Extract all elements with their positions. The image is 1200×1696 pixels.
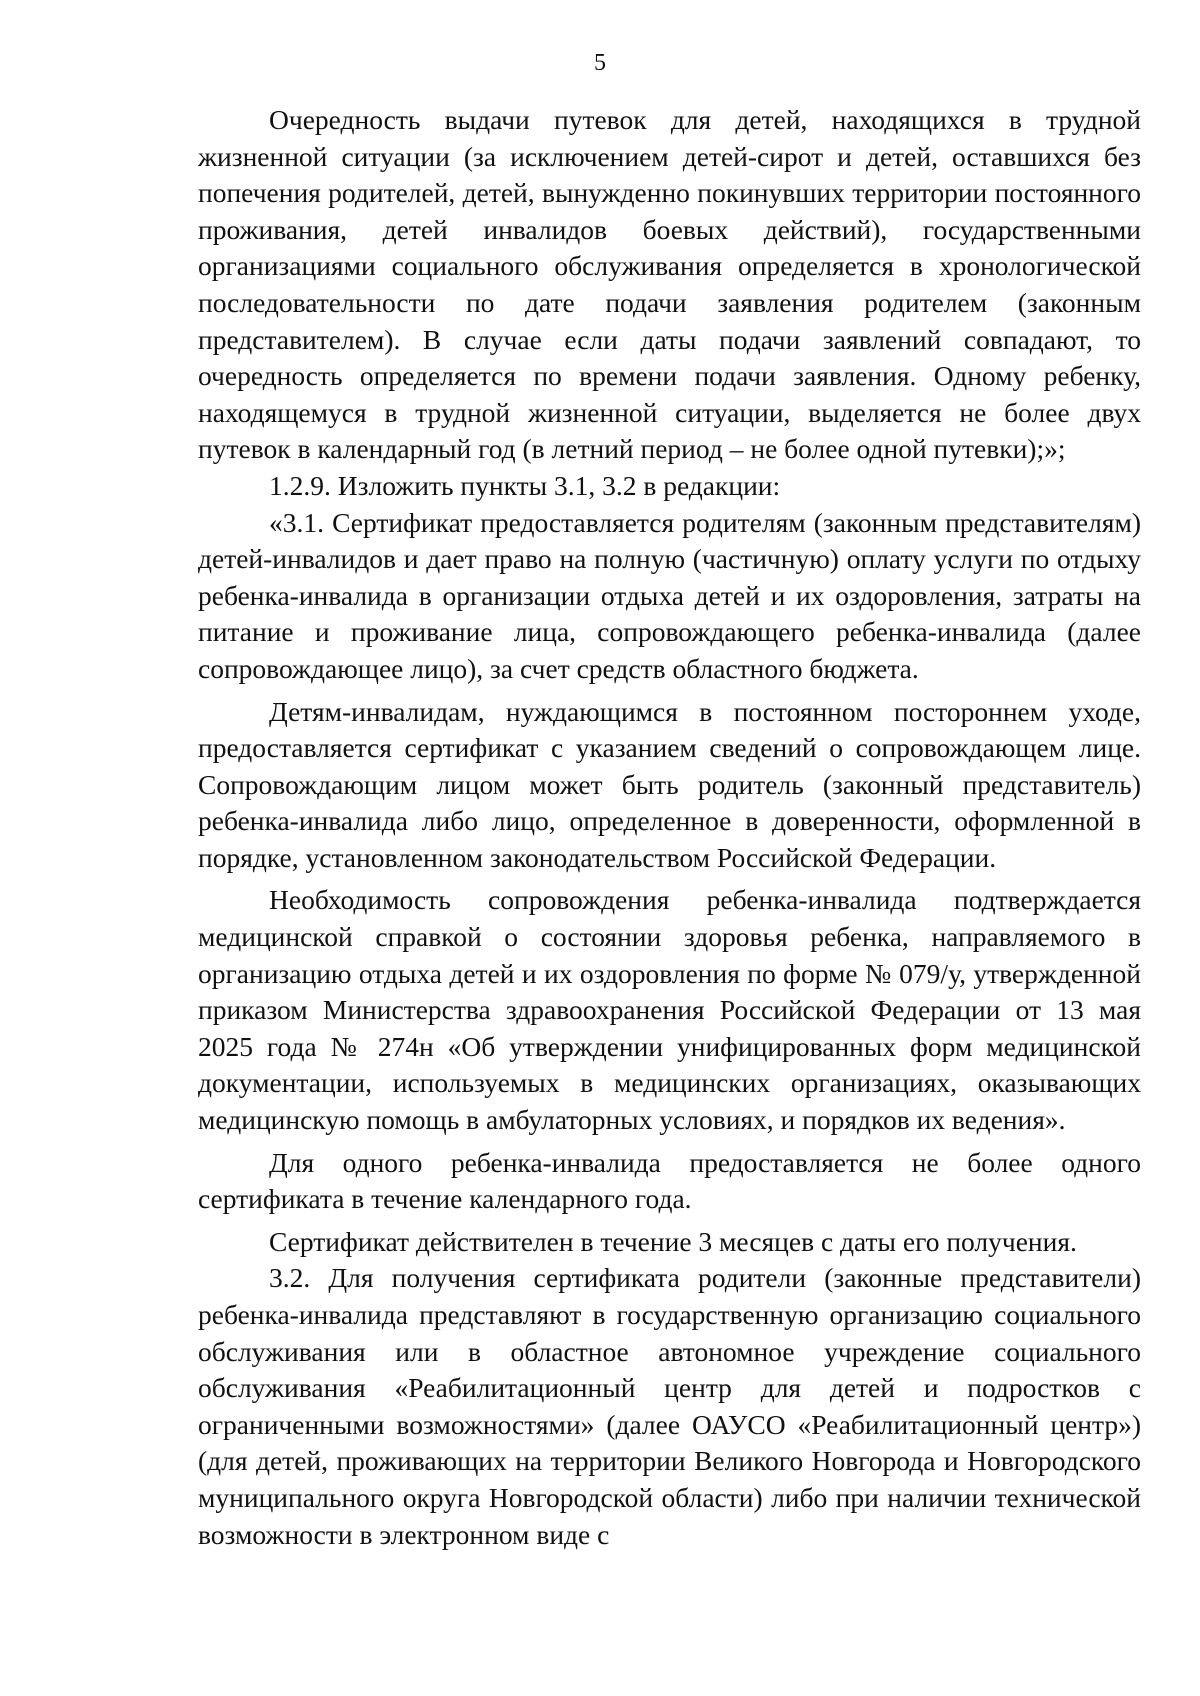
page-number: 5	[594, 50, 606, 76]
paragraph-queue-order: Очередность выдачи путевок для детей, находящихся в трудной жизненной ситуации (за исключением детей-сирот и детей, оставшихся без попечения родителей, детей, вынужденно покинувших территории постоянного проживания, детей инвалидов боевых действий), государственными организациями социального обслуживания определяется в хронологической последовательности по дате подачи заявления родителем (законным представителем). В случае если даты подачи заявлений совпадают, то очередность определяется по времени подачи заявления. Одному ребенку, находящемуся в трудной жизненной ситуации, выделяется не более двух путевок в календарный год (в летний период – не более одной путевки);»;	[198, 104, 1141, 465]
paragraph-accompanying-person: Детям-инвалидам, нуждающимся в постоянном постороннем уходе, предоставляется сертификат с указанием сведений о сопровождающем лице. Сопровождающим лицом может быть родитель (законный представитель) ребенка-инвалида либо лицо, определенное в доверенности, оформленной в порядке, установленном законодательством Российской Федерации.	[198, 695, 1141, 873]
document-body	[198, 102, 1141, 1553]
paragraph-medical-certificate: Необходимость сопровождения ребенка-инвалида подтверждается медицинской справкой о состоянии здоровья ребенка, направляемого в организацию отдыха детей и их оздоровления по форме № 079/у, утвержденной приказом Министерства здравоохранения Российской Федерации от 13 мая 2025 года № 274н «Об утверждении унифицированных форм медицинской документации, используемых в медицинских организациях, оказывающих медицинскую помощь в амбулаторных условиях, и порядков их ведения».	[198, 884, 1141, 1136]
paragraph-item-1-2-9: 1.2.9. Изложить пункты 3.1, 3.2 в редакции:	[269, 469, 781, 501]
paragraph-item-3-1: «3.1. Сертификат предоставляется родителям (законным представителям) детей-инвалидов и дает право на полную (частичную) оплату услуги по отдыху ребенка-инвалида в организации отдыха детей и их оздоровления, затраты на питание и проживание лица, сопровождающего ребенка-инвалида (далее сопровождающее лицо), за счет средств областного бюджета.	[198, 506, 1141, 684]
paragraph-item-3-2: 3.2. Для получения сертификата родители (законные представители) ребенка-инвалида представляют в государственную организацию социального обслуживания или в областное автономное учреждение социального обслуживания «Реабилитационный центр для детей и подростков с ограниченными возможностями» (далее ОАУСО «Реабилитационный центр») (для детей, проживающих на территории Великого Новгорода и Новгородского муниципального округа Новгородской области) либо при наличии технической возможности в электронном виде с	[198, 1262, 1141, 1550]
paragraph-certificate-limit: Для одного ребенка-инвалида предоставляется не более одного сертификата в течение календарного года.	[198, 1146, 1141, 1215]
paragraph-certificate-validity: Сертификат действителен в течение 3 месяцев с даты его получения.	[269, 1225, 1077, 1257]
